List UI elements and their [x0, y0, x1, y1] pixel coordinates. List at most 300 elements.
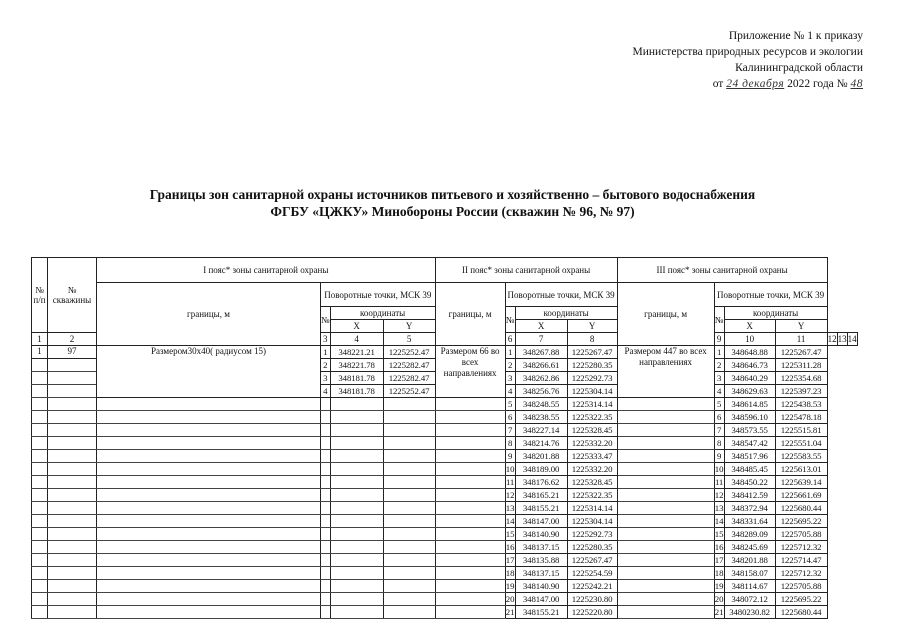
belt2-point-number: 11	[505, 477, 515, 487]
empty-cell	[32, 489, 48, 502]
header-no-2: №	[505, 307, 515, 333]
empty-cell	[97, 476, 321, 489]
empty-cell	[330, 450, 383, 463]
empty-cell	[32, 463, 48, 476]
empty-cell	[32, 359, 48, 372]
empty-cell	[32, 580, 48, 593]
empty-cell	[32, 385, 48, 398]
belt3-point-x: 348331.64	[724, 515, 775, 528]
appendix-header	[563, 28, 863, 92]
table-row	[32, 424, 858, 437]
belt3-point-number: 8	[714, 437, 724, 450]
empty-cell	[321, 541, 331, 554]
empty-cell	[617, 476, 714, 489]
belt2-point-x: 348262.86	[515, 372, 567, 385]
empty-cell	[97, 580, 321, 593]
belt1-point-y: 1225252.47	[383, 346, 435, 359]
title-line-2: ФГБУ «ЦЖКУ» Минобороны России (скважин № 96, № 97)	[270, 204, 635, 219]
belt3-point-x: 348450.22	[724, 476, 775, 489]
column-number-cell: 8	[567, 333, 617, 346]
empty-cell	[32, 567, 48, 580]
belt3-point-y: 1225695.22	[775, 593, 827, 606]
belt3-point-number: 20	[714, 594, 724, 604]
belt1-bounds: Размером30х40( радиусом 15)	[97, 346, 321, 398]
empty-cell	[321, 606, 331, 619]
belt1-point-x: 348181.78	[330, 385, 383, 398]
empty-cell	[321, 450, 331, 463]
empty-cell	[32, 515, 48, 528]
belt2-point-number: 9	[505, 450, 515, 463]
belt2-point-y: 1225292.73	[567, 528, 617, 541]
belt2-point-x: 348201.88	[515, 450, 567, 463]
belt3-point-x: 348201.88	[724, 554, 775, 567]
belt2-point-y: 1225292.73	[567, 372, 617, 385]
belt3-point-number: 7	[714, 424, 724, 437]
empty-cell	[48, 359, 97, 372]
belt1-point-x: 348221.21	[330, 346, 383, 359]
table-row	[32, 398, 858, 411]
empty-cell	[48, 450, 97, 463]
empty-cell	[32, 372, 48, 385]
sanitary-zone-table	[31, 257, 858, 619]
belt2-point-y: 1225314.14	[567, 398, 617, 411]
column-number-cell: 2	[48, 333, 97, 346]
header-no-1: №	[321, 307, 331, 333]
empty-cell	[330, 398, 383, 411]
table-row	[32, 541, 858, 554]
empty-cell	[321, 528, 331, 541]
table-row	[32, 489, 858, 502]
empty-cell	[435, 567, 505, 580]
header-y-3: Y	[775, 320, 827, 333]
empty-cell	[435, 606, 505, 619]
empty-cell	[97, 437, 321, 450]
empty-cell	[97, 411, 321, 424]
belt2-point-y: 1225267.47	[567, 346, 617, 359]
header-x-2: X	[515, 320, 567, 333]
table-row	[32, 476, 858, 489]
empty-cell	[32, 450, 48, 463]
belt2-point-number: 5	[505, 398, 515, 411]
empty-cell	[321, 567, 331, 580]
belt2-point-number: 20	[505, 594, 515, 604]
empty-cell	[32, 437, 48, 450]
header-x-1: X	[330, 320, 383, 333]
empty-cell	[435, 528, 505, 541]
empty-cell	[617, 580, 714, 593]
empty-cell	[435, 398, 505, 411]
belt3-point-number: 11	[714, 477, 724, 487]
belt3-point-y: 1225680.44	[775, 502, 827, 515]
empty-cell	[97, 450, 321, 463]
empty-cell	[330, 567, 383, 580]
belt2-point-x: 348137.15	[515, 541, 567, 554]
handwritten-number: 48	[850, 78, 863, 90]
empty-cell	[321, 554, 331, 567]
empty-cell	[435, 411, 505, 424]
empty-cell	[48, 476, 97, 489]
belt2-bounds: Размером 66 во всех направлениях	[435, 346, 505, 398]
empty-cell	[330, 424, 383, 437]
belt3-point-y: 1225695.22	[775, 515, 827, 528]
column-number-cell: 6	[505, 333, 515, 346]
belt3-point-number: 16	[714, 542, 724, 552]
belt2-point-x: 348189.00	[515, 463, 567, 476]
belt2-point-x: 348140.90	[515, 528, 567, 541]
empty-cell	[617, 437, 714, 450]
empty-cell	[32, 411, 48, 424]
belt3-point-y: 1225438.53	[775, 398, 827, 411]
header-coords-3: координаты	[724, 307, 827, 320]
belt3-point-x: 348547.42	[724, 437, 775, 450]
empty-cell	[435, 554, 505, 567]
belt1-point-number: 1	[321, 346, 331, 359]
column-number-cell: 11	[775, 333, 827, 346]
empty-cell	[321, 593, 331, 606]
belt2-point-y: 1225230.80	[567, 593, 617, 606]
belt3-point-number: 9	[714, 450, 724, 463]
belt1-point-number: 2	[321, 359, 331, 372]
empty-cell	[617, 463, 714, 476]
empty-cell	[97, 515, 321, 528]
empty-cell	[48, 541, 97, 554]
empty-cell	[330, 476, 383, 489]
empty-cell	[48, 528, 97, 541]
belt3-point-x: 348412.59	[724, 489, 775, 502]
empty-cell	[383, 411, 435, 424]
empty-cell	[330, 411, 383, 424]
header-turn-points-3: Поворотные точки, МСК 39	[714, 283, 827, 307]
belt2-point-y: 1225220.80	[567, 606, 617, 619]
empty-cell	[383, 424, 435, 437]
belt3-point-x: 348289.09	[724, 528, 775, 541]
empty-cell	[617, 593, 714, 606]
date-year: 2022 года №	[787, 78, 848, 90]
belt3-point-y: 1225712.32	[775, 567, 827, 580]
belt3-point-number: 14	[714, 516, 724, 526]
empty-cell	[48, 515, 97, 528]
belt3-point-x: 348072.12	[724, 593, 775, 606]
empty-cell	[617, 502, 714, 515]
empty-cell	[321, 424, 331, 437]
header-x-3: X	[724, 320, 775, 333]
empty-cell	[48, 372, 97, 385]
empty-cell	[48, 580, 97, 593]
belt3-point-y: 1225515.81	[775, 424, 827, 437]
empty-cell	[330, 554, 383, 567]
empty-cell	[617, 515, 714, 528]
belt3-point-y: 1225661.69	[775, 489, 827, 502]
belt2-point-x: 348137.15	[515, 567, 567, 580]
belt2-point-y: 1225332.20	[567, 437, 617, 450]
empty-cell	[97, 463, 321, 476]
table-row	[32, 606, 858, 619]
empty-cell	[383, 515, 435, 528]
column-number-cell: 1	[32, 333, 48, 346]
empty-cell	[435, 541, 505, 554]
belt3-point-y: 1225267.47	[775, 346, 827, 359]
belt3-point-x: 348640.29	[724, 372, 775, 385]
empty-cell	[617, 606, 714, 619]
empty-cell	[97, 502, 321, 515]
belt2-point-y: 1225322.35	[567, 489, 617, 502]
belt3-point-number: 2	[714, 359, 724, 372]
empty-cell	[48, 463, 97, 476]
belt3-point-x: 348158.07	[724, 567, 775, 580]
empty-cell	[383, 528, 435, 541]
title-line-1: Границы зон санитарной охраны источников питьевого и хозяйственно – бытового водоснабжения	[149, 187, 756, 202]
belt2-point-number: 6	[505, 411, 515, 424]
empty-cell	[435, 502, 505, 515]
empty-cell	[383, 593, 435, 606]
empty-cell	[48, 567, 97, 580]
belt2-point-x: 348227.14	[515, 424, 567, 437]
empty-cell	[321, 411, 331, 424]
belt3-point-y: 1225680.44	[775, 606, 827, 619]
belt2-point-y: 1225254.59	[567, 567, 617, 580]
date-prefix: от	[712, 78, 724, 90]
belt2-point-x: 348147.00	[515, 515, 567, 528]
belt2-point-number: 2	[505, 359, 515, 372]
empty-cell	[32, 476, 48, 489]
empty-cell	[383, 489, 435, 502]
belt3-point-number: 4	[714, 385, 724, 398]
belt2-point-x: 348140.90	[515, 580, 567, 593]
belt3-point-x: 348646.73	[724, 359, 775, 372]
row-well: 97	[48, 346, 97, 359]
belt2-point-number: 18	[505, 568, 515, 578]
belt2-point-number: 19	[505, 581, 515, 591]
belt2-point-number: 12	[505, 490, 515, 500]
empty-cell	[48, 385, 97, 398]
header-y-2: Y	[567, 320, 617, 333]
header-turn-points-1: Поворотные точки, МСК 39	[321, 283, 436, 307]
belt3-point-number: 13	[714, 503, 724, 513]
belt3-point-y: 1225478.18	[775, 411, 827, 424]
empty-cell	[617, 489, 714, 502]
belt3-point-y: 1225714.47	[775, 554, 827, 567]
belt2-point-y: 1225332.20	[567, 463, 617, 476]
handwritten-date: 24 декабря	[726, 78, 785, 90]
column-number-cell: 7	[515, 333, 567, 346]
belt3-point-number: 1	[714, 346, 724, 359]
empty-cell	[97, 541, 321, 554]
belt2-point-y: 1225328.45	[567, 476, 617, 489]
empty-cell	[321, 580, 331, 593]
empty-cell	[97, 554, 321, 567]
header-belt-3: III пояс* зоны санитарной охраны	[617, 258, 827, 283]
appendix-line-order: Приложение № 1 к приказу	[728, 30, 863, 42]
belt3-point-y: 1225712.32	[775, 541, 827, 554]
empty-cell	[383, 567, 435, 580]
empty-cell	[617, 450, 714, 463]
header-well: № скважины	[48, 258, 97, 333]
empty-cell	[97, 424, 321, 437]
belt2-point-y: 1225267.47	[567, 554, 617, 567]
empty-cell	[617, 424, 714, 437]
belt2-point-x: 348155.21	[515, 502, 567, 515]
belt2-point-number: 4	[505, 385, 515, 398]
table-row	[32, 528, 858, 541]
belt1-point-x: 348181.78	[330, 372, 383, 385]
belt2-point-number: 10	[505, 464, 515, 474]
empty-cell	[617, 541, 714, 554]
belt1-point-x: 348221.78	[330, 359, 383, 372]
empty-cell	[48, 489, 97, 502]
empty-cell	[48, 411, 97, 424]
belt2-point-y: 1225304.14	[567, 515, 617, 528]
empty-cell	[383, 554, 435, 567]
empty-cell	[383, 463, 435, 476]
belt3-point-y: 1225551.04	[775, 437, 827, 450]
belt3-point-number: 17	[714, 555, 724, 565]
column-number-cell: 10	[724, 333, 775, 346]
belt2-point-number: 14	[505, 516, 515, 526]
header-y-1: Y	[383, 320, 435, 333]
empty-cell	[321, 437, 331, 450]
empty-cell	[330, 489, 383, 502]
appendix-date-line	[563, 76, 863, 92]
belt3-point-y: 1225639.14	[775, 476, 827, 489]
empty-cell	[321, 398, 331, 411]
empty-cell	[435, 450, 505, 463]
header-belt-2: II пояс* зоны санитарной охраны	[435, 258, 617, 283]
belt3-point-y: 1225397.23	[775, 385, 827, 398]
belt3-point-x: 348372.94	[724, 502, 775, 515]
belt2-point-x: 348176.62	[515, 476, 567, 489]
belt2-point-x: 348135.88	[515, 554, 567, 567]
column-number-cell: 9	[714, 333, 724, 346]
empty-cell	[383, 398, 435, 411]
header-no-3: №	[714, 307, 724, 333]
belt1-point-number: 3	[321, 372, 331, 385]
empty-cell	[617, 567, 714, 580]
empty-cell	[617, 528, 714, 541]
belt2-point-number: 7	[505, 424, 515, 437]
row-pp: 1	[32, 346, 48, 359]
empty-cell	[97, 489, 321, 502]
belt2-point-number: 21	[505, 607, 515, 617]
belt3-point-number: 5	[714, 398, 724, 411]
belt2-point-x: 348238.55	[515, 411, 567, 424]
belt2-point-x: 348267.88	[515, 346, 567, 359]
header-bounds-2: границы, м	[435, 283, 505, 346]
empty-cell	[321, 515, 331, 528]
belt2-point-y: 1225322.35	[567, 411, 617, 424]
empty-cell	[48, 502, 97, 515]
belt3-point-x: 348573.55	[724, 424, 775, 437]
empty-cell	[97, 606, 321, 619]
empty-cell	[330, 580, 383, 593]
column-number-cell: 12	[827, 334, 837, 344]
empty-cell	[97, 567, 321, 580]
belt2-point-y: 1225280.35	[567, 359, 617, 372]
belt2-point-number: 15	[505, 529, 515, 539]
belt3-point-y: 1225705.88	[775, 528, 827, 541]
belt2-point-x: 348248.55	[515, 398, 567, 411]
empty-cell	[617, 398, 714, 411]
empty-cell	[383, 437, 435, 450]
column-number-cell: 4	[330, 333, 383, 346]
empty-cell	[48, 437, 97, 450]
empty-cell	[97, 593, 321, 606]
belt2-point-x: 348266.61	[515, 359, 567, 372]
belt2-point-number: 8	[505, 437, 515, 450]
empty-cell	[383, 450, 435, 463]
belt3-point-number: 19	[714, 581, 724, 591]
belt2-point-x: 348155.21	[515, 606, 567, 619]
empty-cell	[435, 489, 505, 502]
belt1-point-y: 1225252.47	[383, 385, 435, 398]
empty-cell	[330, 437, 383, 450]
belt3-point-number: 3	[714, 372, 724, 385]
empty-cell	[330, 606, 383, 619]
empty-cell	[97, 398, 321, 411]
empty-cell	[321, 476, 331, 489]
belt3-point-number: 6	[714, 411, 724, 424]
belt2-point-number: 17	[505, 555, 515, 565]
belt3-bounds: Размером 447 во всех направлениях	[617, 346, 714, 398]
empty-cell	[330, 502, 383, 515]
empty-cell	[383, 580, 435, 593]
belt2-point-x: 348147.00	[515, 593, 567, 606]
appendix-line-ministry: Министерства природных ресурсов и экологии	[632, 46, 863, 58]
empty-cell	[32, 541, 48, 554]
table-row	[32, 554, 858, 567]
empty-cell	[330, 463, 383, 476]
belt2-point-x: 348214.76	[515, 437, 567, 450]
empty-cell	[383, 606, 435, 619]
document-title	[0, 186, 905, 220]
belt2-point-x: 348165.21	[515, 489, 567, 502]
empty-cell	[321, 502, 331, 515]
empty-cell	[32, 398, 48, 411]
column-number-cell: 13	[837, 334, 847, 344]
column-number-cell: 14	[847, 334, 857, 344]
column-number-cell: 5	[383, 333, 435, 346]
appendix-line-region: Калининградской области	[735, 62, 863, 74]
empty-cell	[617, 411, 714, 424]
belt3-point-x: 348648.88	[724, 346, 775, 359]
empty-cell	[330, 528, 383, 541]
table-row	[32, 346, 858, 359]
belt3-point-x: 348114.67	[724, 580, 775, 593]
empty-cell	[617, 554, 714, 567]
belt2-point-y: 1225304.14	[567, 385, 617, 398]
empty-cell	[435, 424, 505, 437]
belt3-point-y: 1225311.28	[775, 359, 827, 372]
empty-cell	[97, 528, 321, 541]
belt2-point-x: 348256.76	[515, 385, 567, 398]
belt3-point-x: 348245.69	[724, 541, 775, 554]
empty-cell	[330, 515, 383, 528]
belt2-point-number: 13	[505, 503, 515, 513]
belt3-point-x: 3480230.82	[724, 606, 775, 619]
belt2-point-y: 1225280.35	[567, 541, 617, 554]
empty-cell	[32, 606, 48, 619]
empty-cell	[32, 528, 48, 541]
belt3-point-y: 1225613.01	[775, 463, 827, 476]
table-row	[32, 463, 858, 476]
belt3-point-x: 348517.96	[724, 450, 775, 463]
empty-cell	[435, 476, 505, 489]
belt3-point-x: 348614.85	[724, 398, 775, 411]
belt3-point-number: 10	[714, 464, 724, 474]
empty-cell	[435, 515, 505, 528]
belt1-point-number: 4	[321, 385, 331, 398]
table-row	[32, 502, 858, 515]
belt1-point-y: 1225282.47	[383, 372, 435, 385]
